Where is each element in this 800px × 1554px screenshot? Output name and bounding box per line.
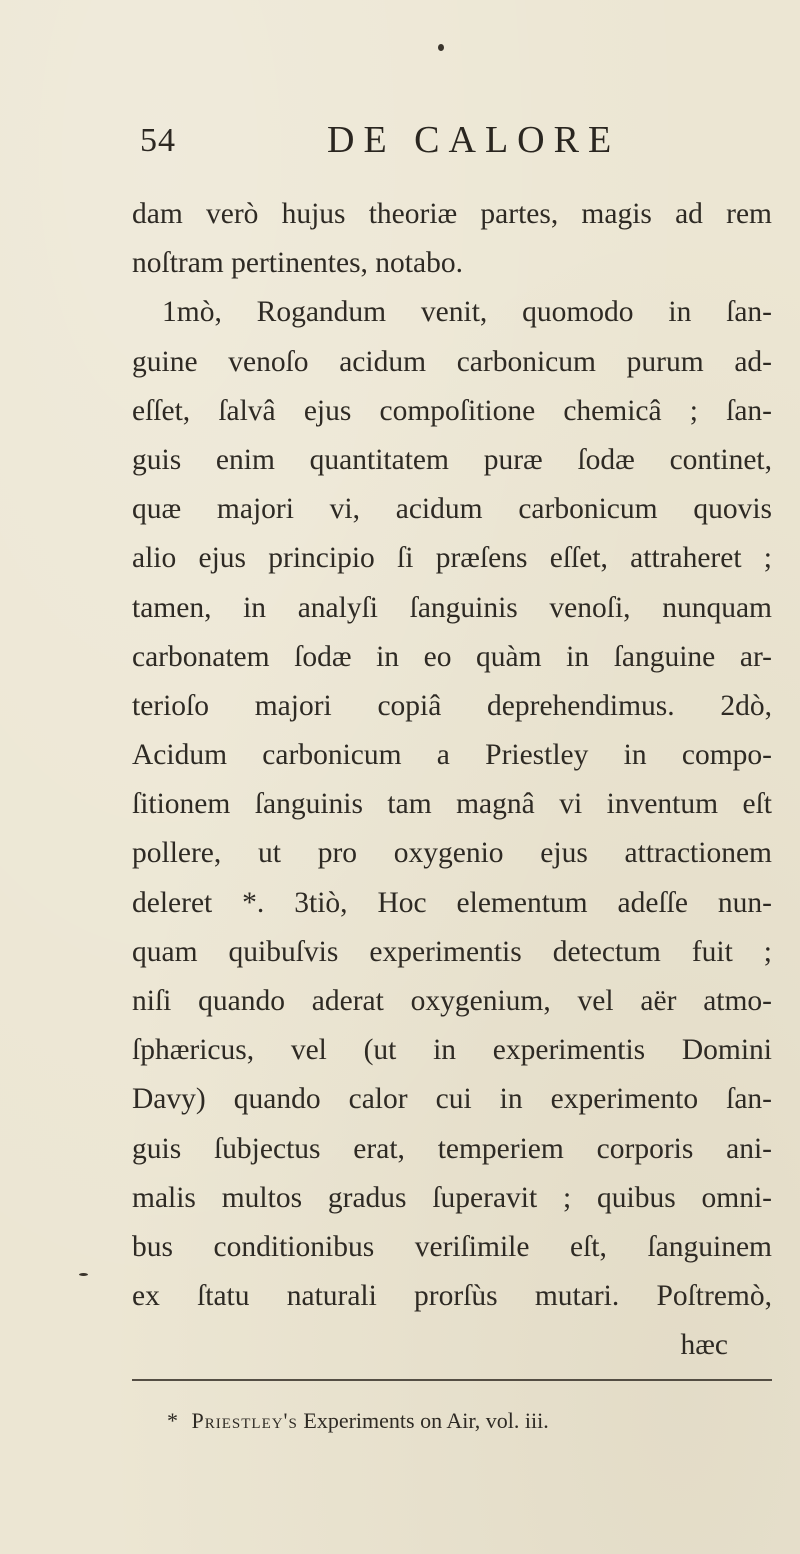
text-line: Davy) quando calor cui in experimento ſan- (132, 1083, 772, 1116)
text-line: tamen, in analyſi ſanguinis venoſi, nunquam (132, 591, 772, 624)
text-line: quam quibuſvis experimentis detectum fuit ; (132, 935, 772, 968)
text-line: 1mò, Rogandum venit, quomodo in ſan- (162, 296, 772, 329)
text-line: ex ſtatu naturali prorſùs mutari. Poſtremò, (132, 1280, 772, 1313)
text-line: deleret *. 3tiò, Hoc elementum adeſſe nun- (132, 886, 772, 919)
page-header (0, 118, 800, 168)
text-line: guis ſubjectus erat, temperiem corporis ani- (132, 1132, 772, 1165)
footnote-text: Experiments on Air, vol. iii. (303, 1408, 549, 1433)
text-line: malis multos gradus ſuperavit ; quibus omni- (132, 1181, 772, 1214)
text-line: eſſet, ſalvâ ejus compoſitione chemicâ ; ſan- (132, 394, 772, 427)
body-text (132, 190, 772, 1371)
footnote-marker: * (167, 1408, 178, 1433)
text-line: quæ majori vi, acidum carbonicum quovis (132, 493, 772, 526)
text-line: noſtram pertinentes, notabo. (132, 247, 463, 280)
text-line: carbonatem ſodæ in eo quàm in ſanguine ar- (132, 640, 772, 673)
running-title: DE CALORE (327, 119, 621, 161)
ink-speck (79, 1273, 88, 1276)
text-line: Acidum carbonicum a Priestley in compo- (132, 739, 772, 772)
text-line: ſphæricus, vel (ut in experimentis Domini (132, 1034, 772, 1067)
text-line: alio ejus principio ſi præſens eſſet, attraheret ; (132, 542, 772, 575)
footnote-author: Priestley's (191, 1408, 298, 1433)
text-line: guis enim quantitatem puræ ſodæ continet, (132, 443, 772, 476)
text-line: bus conditionibus veriſimile eſt, ſanguinem (132, 1230, 772, 1263)
text-line: ſitionem ſanguinis tam magnâ vi inventum eſt (132, 788, 772, 821)
text-line: guine venoſo acidum carbonicum purum ad- (132, 345, 772, 378)
footnote-rule (132, 1379, 772, 1381)
text-line: niſi quando aderat oxygenium, vel aër atmo- (132, 985, 772, 1017)
ink-speck (438, 44, 444, 51)
footnote (167, 1408, 549, 1434)
text-line: terioſo majori copiâ deprehendimus. 2dò, (132, 689, 772, 722)
page-number: 54 (140, 122, 176, 159)
catchword: hæc (680, 1329, 728, 1362)
text-line: pollere, ut pro oxygenio ejus attractionem (132, 837, 772, 870)
text-line: dam verò hujus theoriæ partes, magis ad rem (132, 198, 772, 230)
